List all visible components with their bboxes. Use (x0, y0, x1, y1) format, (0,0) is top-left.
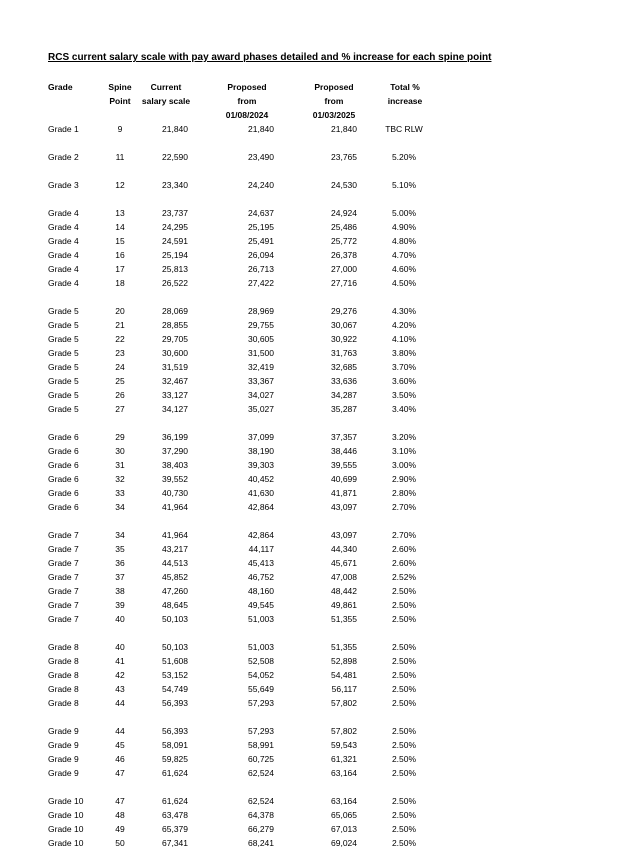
proposed-aug-2024-cell: 45,413 (248, 558, 274, 568)
spine-point-cell: 24 (115, 362, 125, 372)
proposed-mar-2025-cell: 44,340 (331, 544, 357, 554)
proposed-aug-2024-cell: 24,637 (248, 208, 274, 218)
proposed-mar-2025-cell: 26,378 (331, 250, 357, 260)
proposed-aug-2024-cell: 26,094 (248, 250, 274, 260)
grade-cell: Grade 6 (48, 502, 79, 512)
proposed-mar-2025-cell: 30,922 (331, 334, 357, 344)
grade-cell: Grade 7 (48, 558, 79, 568)
current-salary-cell: 67,341 (162, 838, 188, 848)
total-increase-cell: 2.50% (391, 810, 417, 820)
spine-point-cell: 35 (115, 544, 125, 554)
total-increase-cell: TBC RLW (385, 124, 423, 134)
proposed-aug-2024-cell: 64,378 (248, 810, 274, 820)
header-current-salary: Current salary scale (141, 82, 191, 106)
proposed-mar-2025-cell: 69,024 (331, 838, 357, 848)
proposed-mar-2025-cell: 24,924 (331, 208, 357, 218)
proposed-aug-2024-cell: 23,490 (248, 152, 274, 162)
current-salary-cell: 39,552 (162, 474, 188, 484)
proposed-mar-2025-cell: 27,716 (331, 278, 357, 288)
proposed-aug-2024-cell: 58,991 (248, 740, 274, 750)
grade-cell: Grade 6 (48, 488, 79, 498)
proposed-mar-2025-cell: 65,065 (331, 810, 357, 820)
spine-point-cell: 47 (115, 796, 125, 806)
total-increase-cell: 2.50% (391, 614, 417, 624)
grade-cell: Grade 2 (48, 152, 79, 162)
proposed-aug-2024-cell: 38,190 (248, 446, 274, 456)
current-salary-cell: 24,591 (162, 236, 188, 246)
grade-cell: Grade 5 (48, 362, 79, 372)
current-salary-cell: 63,478 (162, 810, 188, 820)
proposed-aug-2024-cell: 62,524 (248, 796, 274, 806)
current-salary-cell: 56,393 (162, 726, 188, 736)
grade-cell: Grade 4 (48, 208, 79, 218)
total-increase-cell: 2.50% (391, 684, 417, 694)
grade-cell: Grade 8 (48, 698, 79, 708)
total-increase-cell: 2.50% (391, 824, 417, 834)
total-increase-cell: 2.50% (391, 740, 417, 750)
grade-cell: Grade 5 (48, 334, 79, 344)
total-increase-cell: 2.60% (391, 558, 417, 568)
proposed-aug-2024-cell: 31,500 (248, 348, 274, 358)
total-increase-cell: 5.10% (391, 180, 417, 190)
spine-point-cell: 18 (115, 278, 125, 288)
proposed-mar-2025-cell: 41,871 (331, 488, 357, 498)
grade-cell: Grade 4 (48, 250, 79, 260)
header-grade: Grade (48, 82, 73, 92)
current-salary-cell: 45,852 (162, 572, 188, 582)
current-salary-cell: 54,749 (162, 684, 188, 694)
proposed-mar-2025-cell: 29,276 (331, 306, 357, 316)
current-salary-cell: 43,217 (162, 544, 188, 554)
total-increase-cell: 3.50% (391, 390, 417, 400)
spine-point-cell: 48 (115, 810, 125, 820)
total-increase-cell: 4.30% (391, 306, 417, 316)
current-salary-cell: 61,624 (162, 796, 188, 806)
total-increase-cell: 2.90% (391, 474, 417, 484)
proposed-aug-2024-cell: 27,422 (248, 278, 274, 288)
proposed-aug-2024-cell: 32,419 (248, 362, 274, 372)
current-salary-cell: 41,964 (162, 502, 188, 512)
proposed-aug-2024-cell: 62,524 (248, 768, 274, 778)
spine-point-cell: 49 (115, 824, 125, 834)
proposed-mar-2025-cell: 51,355 (331, 642, 357, 652)
current-salary-cell: 50,103 (162, 614, 188, 624)
grade-cell: Grade 5 (48, 376, 79, 386)
total-increase-cell: 3.70% (391, 362, 417, 372)
grade-cell: Grade 3 (48, 180, 79, 190)
spine-point-cell: 31 (115, 460, 125, 470)
proposed-aug-2024-cell: 30,605 (248, 334, 274, 344)
document-title: RCS current salary scale with pay award phases detailed and % increase for each spine point (48, 52, 492, 63)
current-salary-cell: 26,522 (162, 278, 188, 288)
total-increase-cell: 2.50% (391, 670, 417, 680)
current-salary-cell: 56,393 (162, 698, 188, 708)
current-salary-cell: 38,403 (162, 460, 188, 470)
proposed-aug-2024-cell: 24,240 (248, 180, 274, 190)
proposed-mar-2025-cell: 21,840 (331, 124, 357, 134)
proposed-mar-2025-cell: 31,763 (331, 348, 357, 358)
total-increase-cell: 2.60% (391, 544, 417, 554)
header-proposed-aug-2024: Proposed from 01/08/2024 (225, 82, 269, 120)
spine-point-cell: 44 (115, 726, 125, 736)
current-salary-cell: 34,127 (162, 404, 188, 414)
grade-cell: Grade 5 (48, 320, 79, 330)
proposed-aug-2024-cell: 35,027 (248, 404, 274, 414)
proposed-aug-2024-cell: 42,864 (248, 502, 274, 512)
total-increase-cell: 3.60% (391, 376, 417, 386)
total-increase-cell: 4.10% (391, 334, 417, 344)
current-salary-cell: 33,127 (162, 390, 188, 400)
proposed-aug-2024-cell: 57,293 (248, 726, 274, 736)
grade-cell: Grade 5 (48, 404, 79, 414)
grade-cell: Grade 4 (48, 278, 79, 288)
current-salary-cell: 25,813 (162, 264, 188, 274)
spine-point-cell: 23 (115, 348, 125, 358)
total-increase-cell: 5.00% (391, 208, 417, 218)
grade-cell: Grade 8 (48, 670, 79, 680)
total-increase-cell: 3.80% (391, 348, 417, 358)
proposed-aug-2024-cell: 48,160 (248, 586, 274, 596)
total-increase-cell: 3.40% (391, 404, 417, 414)
proposed-mar-2025-cell: 37,357 (331, 432, 357, 442)
grade-cell: Grade 5 (48, 390, 79, 400)
current-salary-cell: 32,467 (162, 376, 188, 386)
spine-point-cell: 38 (115, 586, 125, 596)
total-increase-cell: 2.50% (391, 642, 417, 652)
proposed-aug-2024-cell: 68,241 (248, 838, 274, 848)
total-increase-cell: 4.60% (391, 264, 417, 274)
proposed-mar-2025-cell: 67,013 (331, 824, 357, 834)
current-salary-cell: 24,295 (162, 222, 188, 232)
total-increase-cell: 3.00% (391, 460, 417, 470)
proposed-aug-2024-cell: 52,508 (248, 656, 274, 666)
spine-point-cell: 34 (115, 530, 125, 540)
proposed-mar-2025-cell: 61,321 (331, 754, 357, 764)
grade-cell: Grade 4 (48, 222, 79, 232)
total-increase-cell: 4.90% (391, 222, 417, 232)
current-salary-cell: 29,705 (162, 334, 188, 344)
proposed-mar-2025-cell: 49,861 (331, 600, 357, 610)
grade-cell: Grade 4 (48, 236, 79, 246)
spine-point-cell: 39 (115, 600, 125, 610)
current-salary-cell: 28,855 (162, 320, 188, 330)
proposed-aug-2024-cell: 41,630 (248, 488, 274, 498)
current-salary-cell: 22,590 (162, 152, 188, 162)
total-increase-cell: 3.10% (391, 446, 417, 456)
current-salary-cell: 65,379 (162, 824, 188, 834)
grade-cell: Grade 7 (48, 586, 79, 596)
proposed-aug-2024-cell: 29,755 (248, 320, 274, 330)
spine-point-cell: 37 (115, 572, 125, 582)
grade-cell: Grade 8 (48, 642, 79, 652)
spine-point-cell: 42 (115, 670, 125, 680)
total-increase-cell: 2.50% (391, 656, 417, 666)
total-increase-cell: 4.70% (391, 250, 417, 260)
total-increase-cell: 4.20% (391, 320, 417, 330)
proposed-aug-2024-cell: 60,725 (248, 754, 274, 764)
current-salary-cell: 47,260 (162, 586, 188, 596)
spine-point-cell: 47 (115, 768, 125, 778)
spine-point-cell: 27 (115, 404, 125, 414)
current-salary-cell: 28,069 (162, 306, 188, 316)
spine-point-cell: 50 (115, 838, 125, 848)
proposed-aug-2024-cell: 40,452 (248, 474, 274, 484)
spine-point-cell: 44 (115, 698, 125, 708)
current-salary-cell: 30,600 (162, 348, 188, 358)
current-salary-cell: 51,608 (162, 656, 188, 666)
spine-point-cell: 29 (115, 432, 125, 442)
proposed-aug-2024-cell: 54,052 (248, 670, 274, 680)
spine-point-cell: 17 (115, 264, 125, 274)
current-salary-cell: 59,825 (162, 754, 188, 764)
spine-point-cell: 46 (115, 754, 125, 764)
total-increase-cell: 2.50% (391, 726, 417, 736)
proposed-aug-2024-cell: 57,293 (248, 698, 274, 708)
total-increase-cell: 2.50% (391, 698, 417, 708)
proposed-mar-2025-cell: 40,699 (331, 474, 357, 484)
spine-point-cell: 15 (115, 236, 125, 246)
proposed-mar-2025-cell: 43,097 (331, 502, 357, 512)
spine-point-cell: 13 (115, 208, 125, 218)
proposed-aug-2024-cell: 49,545 (248, 600, 274, 610)
proposed-aug-2024-cell: 26,713 (248, 264, 274, 274)
spine-point-cell: 9 (117, 124, 123, 134)
total-increase-cell: 2.50% (391, 796, 417, 806)
proposed-mar-2025-cell: 38,446 (331, 446, 357, 456)
spine-point-cell: 25 (115, 376, 125, 386)
grade-cell: Grade 10 (48, 796, 84, 806)
total-increase-cell: 2.50% (391, 586, 417, 596)
current-salary-cell: 41,964 (162, 530, 188, 540)
current-salary-cell: 40,730 (162, 488, 188, 498)
proposed-aug-2024-cell: 25,491 (248, 236, 274, 246)
proposed-mar-2025-cell: 23,765 (331, 152, 357, 162)
grade-cell: Grade 9 (48, 768, 79, 778)
proposed-mar-2025-cell: 39,555 (331, 460, 357, 470)
current-salary-cell: 48,645 (162, 600, 188, 610)
proposed-mar-2025-cell: 32,685 (331, 362, 357, 372)
proposed-aug-2024-cell: 34,027 (248, 390, 274, 400)
proposed-aug-2024-cell: 37,099 (248, 432, 274, 442)
grade-cell: Grade 7 (48, 544, 79, 554)
current-salary-cell: 58,091 (162, 740, 188, 750)
grade-cell: Grade 5 (48, 348, 79, 358)
proposed-mar-2025-cell: 54,481 (331, 670, 357, 680)
proposed-aug-2024-cell: 46,752 (248, 572, 274, 582)
total-increase-cell: 4.80% (391, 236, 417, 246)
proposed-mar-2025-cell: 63,164 (331, 768, 357, 778)
current-salary-cell: 23,340 (162, 180, 188, 190)
proposed-aug-2024-cell: 25,195 (248, 222, 274, 232)
proposed-mar-2025-cell: 33,636 (331, 376, 357, 386)
grade-cell: Grade 6 (48, 460, 79, 470)
grade-cell: Grade 6 (48, 474, 79, 484)
grade-cell: Grade 4 (48, 264, 79, 274)
total-increase-cell: 2.50% (391, 768, 417, 778)
current-salary-cell: 25,194 (162, 250, 188, 260)
grade-cell: Grade 10 (48, 838, 84, 848)
grade-cell: Grade 5 (48, 306, 79, 316)
grade-cell: Grade 8 (48, 656, 79, 666)
total-increase-cell: 2.80% (391, 488, 417, 498)
spine-point-cell: 20 (115, 306, 125, 316)
spine-point-cell: 21 (115, 320, 125, 330)
proposed-mar-2025-cell: 57,802 (331, 698, 357, 708)
spine-point-cell: 40 (115, 614, 125, 624)
proposed-mar-2025-cell: 27,000 (331, 264, 357, 274)
grade-cell: Grade 9 (48, 754, 79, 764)
grade-cell: Grade 7 (48, 614, 79, 624)
grade-cell: Grade 1 (48, 124, 79, 134)
spine-point-cell: 45 (115, 740, 125, 750)
current-salary-cell: 50,103 (162, 642, 188, 652)
proposed-mar-2025-cell: 25,772 (331, 236, 357, 246)
proposed-mar-2025-cell: 52,898 (331, 656, 357, 666)
grade-cell: Grade 10 (48, 810, 84, 820)
proposed-aug-2024-cell: 21,840 (248, 124, 274, 134)
proposed-aug-2024-cell: 39,303 (248, 460, 274, 470)
grade-cell: Grade 6 (48, 446, 79, 456)
spine-point-cell: 30 (115, 446, 125, 456)
grade-cell: Grade 10 (48, 824, 84, 834)
proposed-aug-2024-cell: 28,969 (248, 306, 274, 316)
proposed-mar-2025-cell: 48,442 (331, 586, 357, 596)
header-proposed-mar-2025: Proposed from 01/03/2025 (312, 82, 356, 120)
current-salary-cell: 31,519 (162, 362, 188, 372)
spine-point-cell: 16 (115, 250, 125, 260)
total-increase-cell: 2.70% (391, 530, 417, 540)
proposed-mar-2025-cell: 45,671 (331, 558, 357, 568)
proposed-mar-2025-cell: 30,067 (331, 320, 357, 330)
current-salary-cell: 36,199 (162, 432, 188, 442)
proposed-mar-2025-cell: 59,543 (331, 740, 357, 750)
spine-point-cell: 26 (115, 390, 125, 400)
total-increase-cell: 5.20% (391, 152, 417, 162)
proposed-mar-2025-cell: 25,486 (331, 222, 357, 232)
spine-point-cell: 40 (115, 642, 125, 652)
proposed-mar-2025-cell: 43,097 (331, 530, 357, 540)
proposed-aug-2024-cell: 44,117 (248, 544, 274, 554)
grade-cell: Grade 7 (48, 600, 79, 610)
proposed-mar-2025-cell: 56,117 (331, 684, 357, 694)
current-salary-cell: 61,624 (162, 768, 188, 778)
grade-cell: Grade 8 (48, 684, 79, 694)
proposed-aug-2024-cell: 51,003 (248, 614, 274, 624)
proposed-mar-2025-cell: 24,530 (331, 180, 357, 190)
spine-point-cell: 33 (115, 488, 125, 498)
spine-point-cell: 22 (115, 334, 125, 344)
total-increase-cell: 2.52% (391, 572, 417, 582)
total-increase-cell: 2.50% (391, 838, 417, 848)
grade-cell: Grade 7 (48, 530, 79, 540)
spine-point-cell: 32 (115, 474, 125, 484)
proposed-mar-2025-cell: 57,802 (331, 726, 357, 736)
current-salary-cell: 23,737 (162, 208, 188, 218)
grade-cell: Grade 7 (48, 572, 79, 582)
current-salary-cell: 37,290 (162, 446, 188, 456)
grade-cell: Grade 9 (48, 726, 79, 736)
total-increase-cell: 2.50% (391, 600, 417, 610)
current-salary-cell: 21,840 (162, 124, 188, 134)
proposed-aug-2024-cell: 66,279 (248, 824, 274, 834)
spine-point-cell: 41 (115, 656, 125, 666)
proposed-aug-2024-cell: 55,649 (248, 684, 274, 694)
total-increase-cell: 4.50% (391, 278, 417, 288)
total-increase-cell: 2.70% (391, 502, 417, 512)
proposed-mar-2025-cell: 63,164 (331, 796, 357, 806)
proposed-mar-2025-cell: 35,287 (331, 404, 357, 414)
current-salary-cell: 53,152 (162, 670, 188, 680)
spine-point-cell: 36 (115, 558, 125, 568)
proposed-mar-2025-cell: 34,287 (331, 390, 357, 400)
spine-point-cell: 11 (115, 152, 125, 162)
proposed-aug-2024-cell: 51,003 (248, 642, 274, 652)
proposed-aug-2024-cell: 42,864 (248, 530, 274, 540)
spine-point-cell: 34 (115, 502, 125, 512)
spine-point-cell: 12 (115, 180, 125, 190)
proposed-mar-2025-cell: 51,355 (331, 614, 357, 624)
proposed-mar-2025-cell: 47,008 (331, 572, 357, 582)
spine-point-cell: 14 (115, 222, 125, 232)
header-spine-point: Spine Point (108, 82, 132, 106)
spine-point-cell: 43 (115, 684, 125, 694)
header-total-increase: Total % increase (387, 82, 423, 106)
total-increase-cell: 2.50% (391, 754, 417, 764)
current-salary-cell: 44,513 (162, 558, 188, 568)
grade-cell: Grade 6 (48, 432, 79, 442)
proposed-aug-2024-cell: 33,367 (248, 376, 274, 386)
total-increase-cell: 3.20% (391, 432, 417, 442)
grade-cell: Grade 9 (48, 740, 79, 750)
